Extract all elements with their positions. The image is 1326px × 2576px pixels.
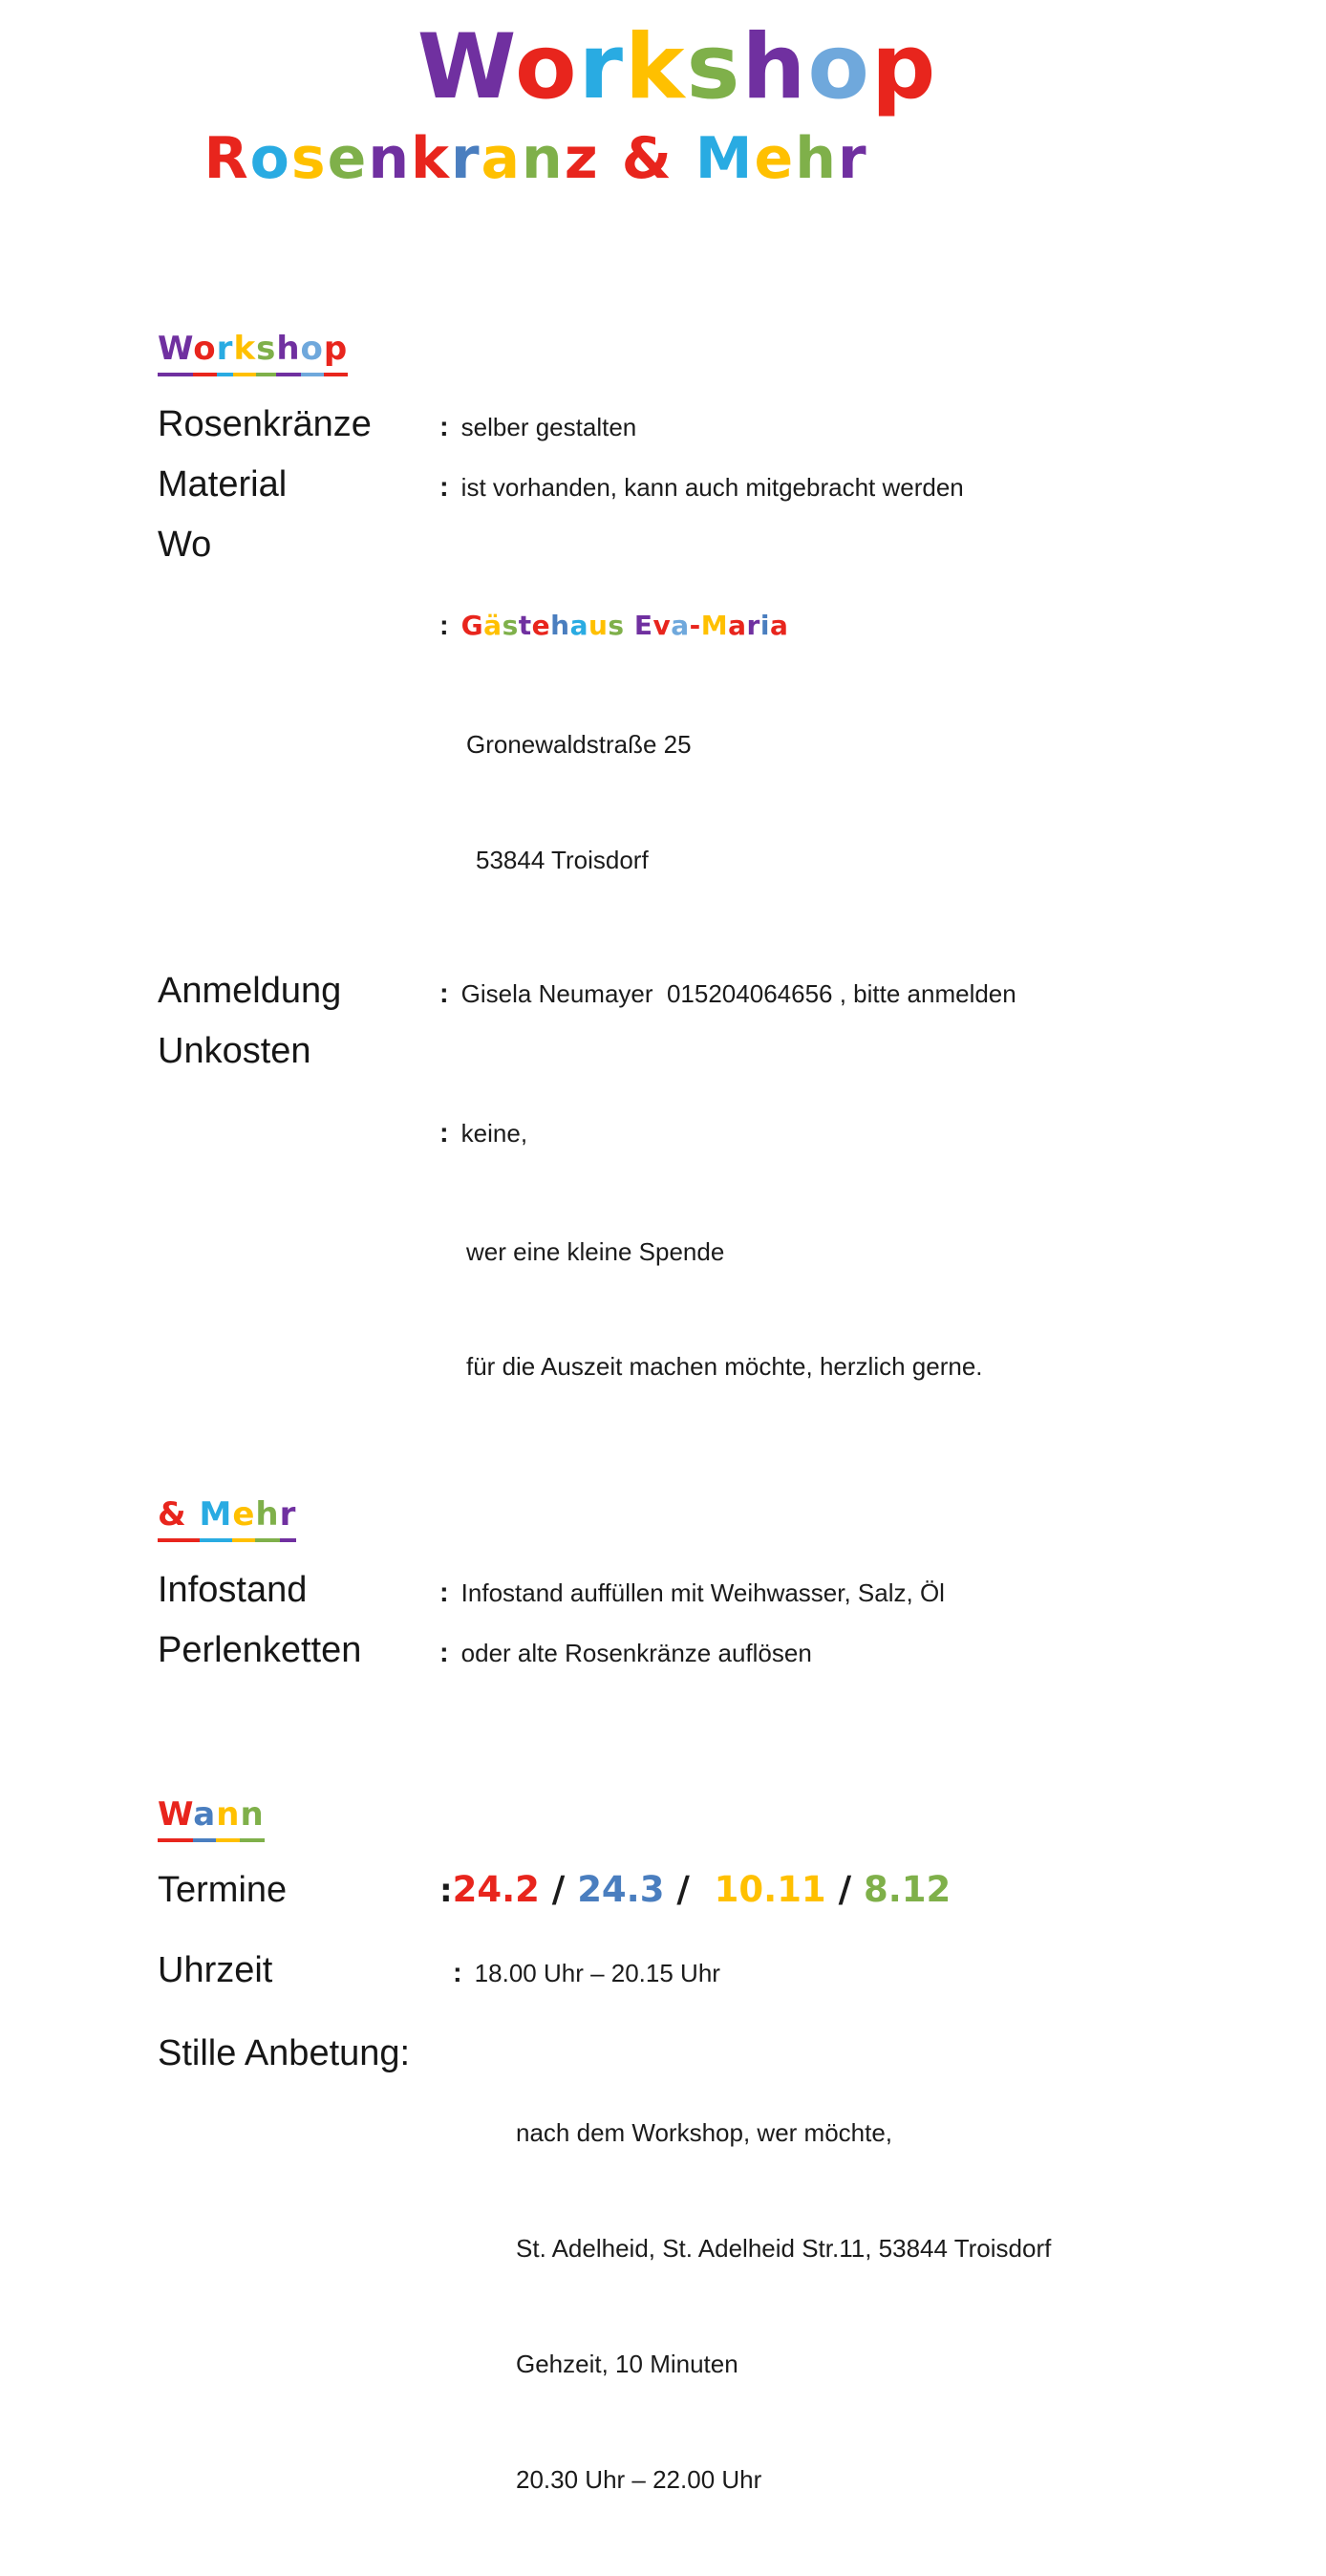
flyer-content: [0, 330, 1297, 2576]
unkosten-line-3: für die Auszeit machen möchte, herzlich gerne.: [466, 1352, 983, 1382]
row-termine: [158, 1868, 1211, 1914]
row-label: Termine: [158, 1870, 288, 1911]
row-perlenketten: [158, 1628, 1211, 1675]
row-label: Material: [158, 463, 288, 504]
row-uhrzeit: [158, 1948, 1211, 1995]
colon: :: [439, 1638, 449, 1669]
row-label: Anmeldung: [158, 971, 342, 1012]
row-label: Rosenkränze: [158, 403, 372, 444]
row-label: Uhrzeit: [158, 1949, 273, 1990]
row-value: [439, 1632, 812, 1675]
section-heading-wann: Wann: [158, 1795, 1211, 1834]
row-anmeldung: [158, 969, 1211, 1016]
section-heading-mehr: & Mehr: [158, 1495, 1211, 1534]
row-label: Wo: [158, 524, 212, 565]
row-value: [439, 528, 788, 956]
unkosten-line-1: [439, 1112, 983, 1155]
termine-date-segments: 24.2 / 24.3 / 10.11 / 8.12: [452, 1869, 952, 1911]
colon: :: [439, 611, 449, 642]
row-value-text: selber gestalten: [460, 412, 637, 441]
row-unkosten: [158, 1029, 1211, 1463]
colon: :: [439, 978, 449, 1010]
section-heading-workshop: Workshop: [158, 330, 1211, 368]
row-value: [439, 466, 964, 509]
row-wo: [158, 523, 1211, 956]
colon: :: [439, 411, 449, 442]
row-value-text: Infostand auffüllen mit Weihwasser, Salz, Öl: [460, 1578, 945, 1608]
colon: :: [439, 1118, 449, 1148]
row-value-text: ist vorhanden, kann auch mitgebracht werden: [460, 472, 964, 502]
row-value-text: oder alte Rosenkränze auflösen: [460, 1639, 812, 1668]
row-value-text: Gisela Neumayer 015204064656 , bitte anmelden: [460, 979, 1016, 1009]
stille-line-2: St. Adelheid, St. Adelheid Str.11, 53844 Troisdorf: [516, 2234, 1052, 2264]
row-value: [516, 2037, 1051, 2576]
unkosten-line-2: wer eine kleine Spende: [466, 1236, 725, 1266]
termine-dates: [439, 1869, 951, 1910]
title-block: [0, 0, 1297, 190]
section-wann-rows: [158, 1868, 1211, 2576]
row-rosenkraenze: [158, 402, 1211, 449]
row-value: [439, 406, 636, 449]
stille-line-4: 20.30 Uhr – 22.00 Uhr: [516, 2464, 762, 2494]
main-title-rosenkranz-und-mehr: Rosenkranz & Mehr: [203, 124, 868, 192]
colon: :: [439, 1578, 449, 1609]
row-material: [158, 462, 1211, 509]
main-title-workshop: Workshop: [417, 15, 938, 119]
row-label: Infostand: [158, 1570, 308, 1611]
row-value: [439, 1035, 983, 1463]
venue-line: [439, 605, 788, 648]
stille-line-1: nach dem Workshop, wer möchte,: [516, 2118, 893, 2148]
row-label: Perlenketten: [158, 1630, 362, 1671]
row-value-text: 18.00 Uhr – 20.15 Uhr: [474, 1958, 720, 1987]
section-mehr-rows: [158, 1568, 1211, 1675]
address-line-1: Gronewaldstraße 25: [466, 729, 692, 759]
venue-name: Gästehaus Eva-Maria: [460, 610, 789, 642]
colon: :: [439, 471, 449, 503]
row-infostand: [158, 1568, 1211, 1615]
address-line-2: 53844 Troisdorf: [476, 845, 649, 874]
row-value: [439, 1572, 945, 1615]
colon: :: [453, 1957, 462, 1988]
colon: :: [439, 1872, 453, 1911]
section-workshop-rows: [158, 402, 1211, 1464]
row-value: [439, 1952, 720, 1995]
row-label: Unkosten: [158, 1031, 311, 1072]
row-stille-anbetung: [158, 2031, 1211, 2576]
stille-line-3: Gehzeit, 10 Minuten: [516, 2350, 738, 2378]
row-value: [439, 973, 1016, 1016]
row-label: Stille Anbetung:: [158, 2032, 411, 2073]
row-value-text: keine,: [460, 1119, 528, 1148]
